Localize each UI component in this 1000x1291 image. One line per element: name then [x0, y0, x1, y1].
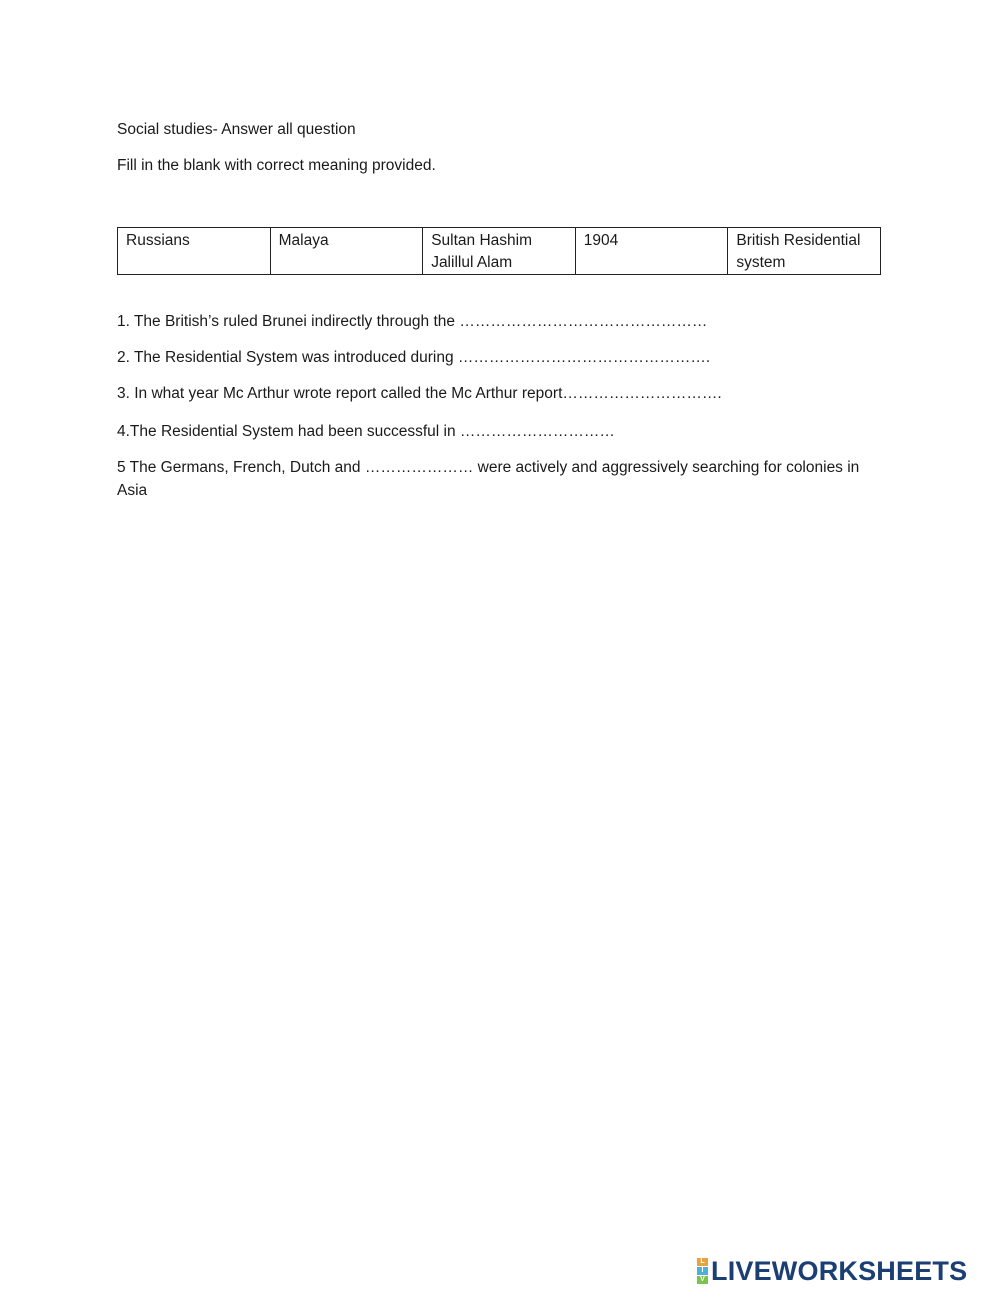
logo-block: L	[697, 1258, 708, 1266]
worksheet-heading: Social studies- Answer all question	[117, 121, 356, 138]
question-3: 3. In what year Mc Arthur wrote report called the Mc Arthur report………………………….	[117, 385, 722, 402]
logo-block: V	[697, 1276, 708, 1284]
logo-text: LIVEWORKSHEETS	[711, 1256, 968, 1286]
word-bank-cell: 1904	[575, 228, 728, 275]
worksheet-instruction: Fill in the blank with correct meaning provided.	[117, 157, 436, 174]
word-bank-cell: Russians	[118, 228, 271, 275]
logo-blocks-icon	[697, 1258, 708, 1284]
word-bank-table	[117, 227, 881, 275]
question-5: 5 The Germans, French, Dutch and ………………… were actively and aggressively searching for colonies in Asia	[117, 459, 860, 499]
question-1: 1. The British’s ruled Brunei indirectly through the …………………………………………	[117, 313, 708, 330]
word-bank-cell: Sultan Hashim Jalillul Alam	[423, 228, 576, 275]
word-bank-cell: British Residential system	[728, 228, 881, 275]
liveworksheets-logo[interactable]	[697, 1255, 967, 1287]
logo-block: I	[697, 1267, 708, 1275]
question-2: 2. The Residential System was introduced during ………………………………………….	[117, 349, 711, 366]
word-bank-row	[118, 228, 881, 275]
word-bank-cell: Malaya	[270, 228, 423, 275]
question-4: 4.The Residential System had been successful in …………………………	[117, 423, 615, 440]
